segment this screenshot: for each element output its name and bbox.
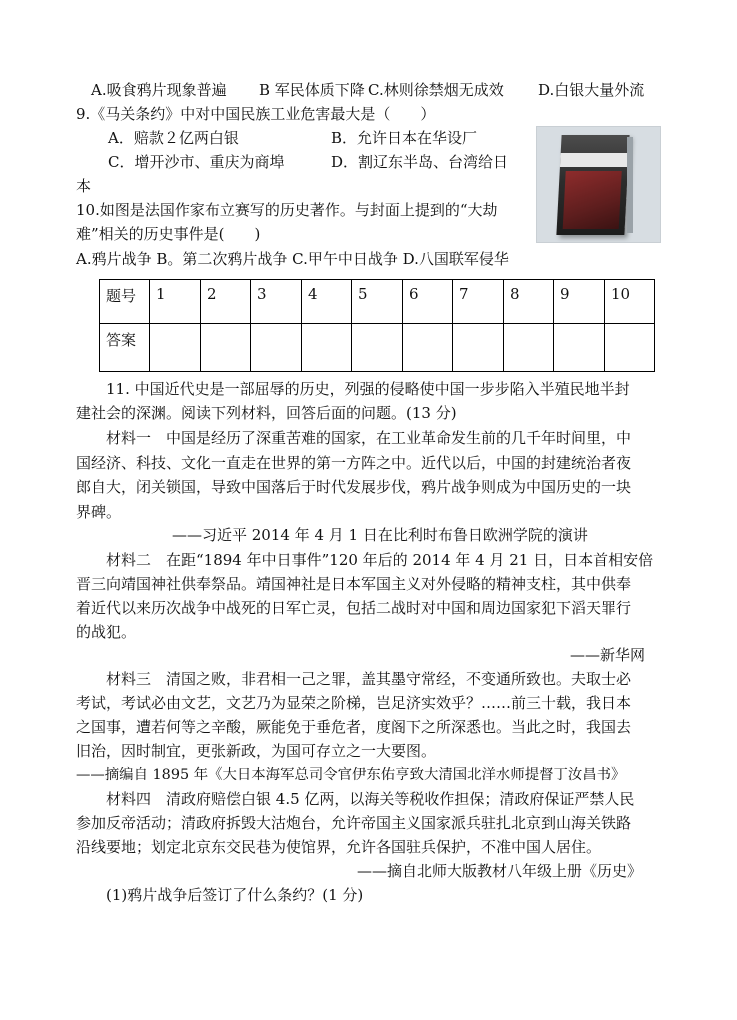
material3-source: ——摘编自 1895 年《大日本海军总司令官伊东佑亨致大清国北洋水师提督丁汝昌书》 (76, 767, 626, 783)
q9-option-a: A．赔款２亿两白银 (108, 129, 239, 147)
q9-option-d-continuation: 本 (76, 177, 92, 195)
material4-line3: 沿线要地；划定北京东交民巷为使馆界，允许各国驻兵保护，不准中国人居住。 (76, 838, 602, 856)
material3-line1: 材料三 清国之败，非君相一己之罪，盖其墨守常经，不变通所致也。夫取士必 (106, 670, 632, 688)
answer-table-number: 10 (605, 280, 655, 324)
answer-cell[interactable] (504, 324, 554, 372)
answer-table (99, 279, 655, 372)
q9-option-b: B．允许日本在华设厂 (331, 129, 478, 147)
book-title-stripe (560, 153, 629, 167)
answer-table-number: 7 (453, 280, 504, 324)
answer-table-header-label: 题号 (100, 280, 150, 324)
material2-line4: 的战犯。 (76, 623, 137, 641)
answer-cell[interactable] (554, 324, 605, 372)
answer-table-number: 1 (150, 280, 201, 324)
q8-option-b: B 军民体质下降 (259, 81, 365, 99)
q10-stem-line2: 难”相关的历史事件是( ) (76, 225, 261, 243)
answer-cell[interactable] (201, 324, 251, 372)
material1-line4: 界碑。 (76, 503, 122, 521)
answer-cell[interactable] (453, 324, 504, 372)
material2-line2: 晋三向靖国神社供奉祭品。靖国神社是日本军国主义对外侵略的精神支柱，其中供奉 (76, 575, 632, 593)
answer-cell[interactable] (251, 324, 302, 372)
answer-cell[interactable] (352, 324, 403, 372)
answer-table-number: 4 (302, 280, 352, 324)
answer-table-number: 6 (403, 280, 453, 324)
book-cover-image (536, 126, 661, 243)
answer-table-number: 3 (251, 280, 302, 324)
material2-source: ——新华网 (570, 646, 646, 664)
q11-intro-line1: 11. 中国近代史是一部屈辱的历史，列强的侵略使中国一步步陷入半殖民地半封 (106, 380, 630, 398)
material4-line2: 参加反帝活动；清政府拆毁大沽炮台，允许帝国主义国家派兵驻扎北京到山海关铁路 (76, 814, 632, 832)
book-cover-artwork (563, 171, 622, 229)
q9-option-c: C．增开沙市、重庆为商埠 (108, 153, 285, 171)
book-spine (627, 137, 633, 233)
material1-source: ——习近平 2014 年 4 月 1 日在比利时布鲁日欧洲学院的演讲 (172, 526, 588, 544)
q10-stem-line1: 10.如图是法国作家布立赛写的历史著作。与封面上提到的“大劫 (76, 201, 498, 219)
material4-line1: 材料四 清政府赔偿白银 4.5 亿两，以海关等税收作担保；清政府保证严禁人民 (106, 790, 635, 808)
material2-line3: 着近代以来历次战争中战死的日军亡灵，包括二战时对中国和周边国家犯下滔天罪行 (76, 599, 632, 617)
material3-line4: 旧治，因时制宜，更张新政，为国可存立之一大要图。 (76, 742, 437, 760)
material4-source: ——摘自北师大版教材八年级上册《历史》 (357, 862, 643, 880)
material1-line1: 材料一 中国是经历了深重苦难的国家，在工业革命发生前的几千年时间里，中 (106, 429, 632, 447)
q9-option-d: D．割辽东半岛、台湾给日 (331, 153, 509, 171)
q11-intro-line2: 建社会的深渊。阅读下列材料，回答后面的问题。(13 分) (76, 404, 457, 422)
book-front (556, 135, 629, 235)
answer-table-header-row (100, 280, 655, 324)
q9-stem: 9.《马关条约》中对中国民族工业危害最大是（ ） (76, 105, 436, 123)
q8-option-d: D.白银大量外流 (538, 81, 645, 99)
material1-line2: 国经济、科技、文化一直走在世界的第一方阵之中。近代以后，中国的封建统治者夜 (76, 454, 632, 472)
answer-table-number: 8 (504, 280, 554, 324)
answer-cell[interactable] (605, 324, 655, 372)
material1-line3: 郎自大，闭关锁国，导致中国落后于时代发展步伐，鸦片战争则成为中国历史的一块 (76, 478, 632, 496)
answer-table-answer-row (100, 324, 655, 372)
answer-table-number: 2 (201, 280, 251, 324)
material3-line2: 考试，考试必由文艺，文艺乃为显荣之阶梯，岂足济实效乎？……前三十载，我日本 (76, 694, 632, 712)
answer-table-number: 5 (352, 280, 403, 324)
answer-cell[interactable] (150, 324, 201, 372)
material2-line1: 材料二 在距“1894 年中日事件”120 年后的 2014 年 4 月 21 日，日本首相安倍 (106, 551, 654, 569)
material3-line3: 之国事，遭若何等之辛酸，厥能免于垂危者，度阁下之所深悉也。当此之时，我国去 (76, 718, 632, 736)
answer-cell[interactable] (403, 324, 453, 372)
answer-table-number: 9 (554, 280, 605, 324)
answer-cell[interactable] (302, 324, 352, 372)
q8-option-a: A.吸食鸦片现象普遍 (91, 81, 227, 99)
answer-table-answer-label: 答案 (100, 324, 150, 372)
q8-option-c: C.林则徐禁烟无成效 (368, 81, 504, 99)
q10-options: A.鸦片战争 B。第二次鸦片战争 C.甲午中日战争 D.八国联军侵华 (76, 250, 509, 268)
sub-question-1: (1)鸦片战争后签订了什么条约？(1 分) (106, 886, 364, 904)
